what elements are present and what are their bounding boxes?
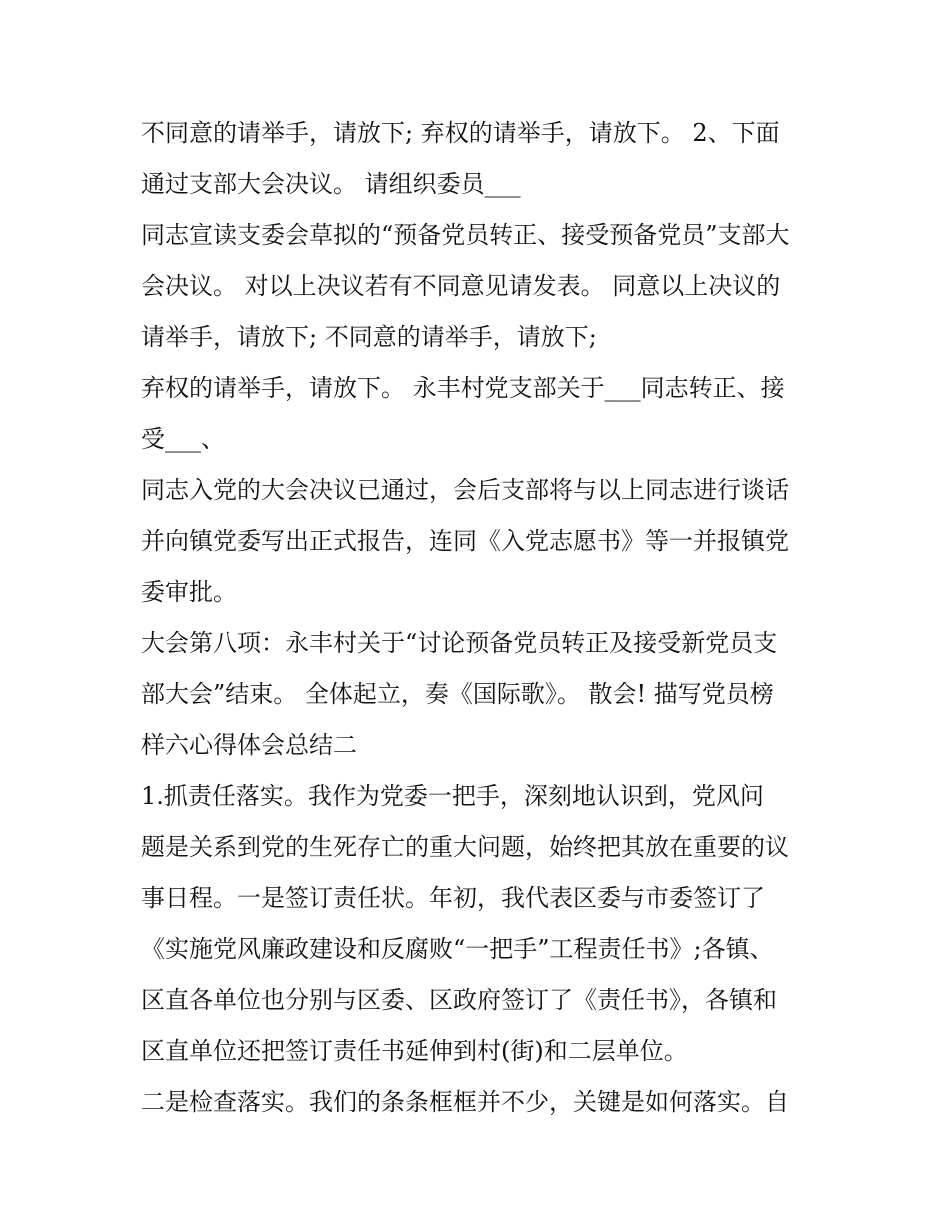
text-line: 同志宣读支委会草拟的“预备党员转正、接受预备党员”支部大 — [141, 221, 790, 249]
text-line: 二是检查落实。我们的条条框框并不少，关键是如何落实。自 — [141, 1088, 789, 1116]
text-line: 通过支部大会决议。 请组织委员___ — [141, 170, 521, 198]
text-line: 题是关系到党的生死存亡的重大问题，始终把其放在重要的议 — [141, 833, 789, 861]
text-line: 同志入党的大会决议已通过，会后支部将与以上同志进行谈话 — [141, 476, 789, 504]
text-line: 委审批。 — [141, 578, 237, 606]
text-line: 会决议。 对以上决议若有不同意见请发表。 同意以上决议的 — [141, 272, 781, 300]
text-line: 《实施党风廉政建设和反腐败“一把手”工程责任书》;各镇、 — [141, 935, 774, 963]
text-line: 1.抓责任落实。我作为党委一把手，深刻地认识到，党风问 — [141, 782, 764, 810]
text-line: 不同意的请举手，请放下; 弃权的请举手，请放下。 2、下面 — [141, 119, 780, 147]
text-line: 区直各单位也分别与区委、区政府签订了《责任书》，各镇和 — [141, 986, 777, 1014]
text-line: 并向镇党委写出正式报告，连同《入党志愿书》等一并报镇党 — [141, 527, 789, 555]
text-line: 受___、 — [141, 425, 225, 453]
text-line: 样六心得体会总结二 — [141, 731, 357, 759]
text-line: 弃权的请举手，请放下。 永丰村党支部关于___同志转正、接 — [141, 374, 785, 402]
text-line: 事日程。一是签订责任状。年初，我代表区委与市委签订了 — [141, 884, 765, 912]
text-line: 部大会”结束。 全体起立，奏《国际歌》。 散会! 描写党员榜 — [141, 680, 774, 708]
text-line: 区直单位还把签订责任书延伸到村(街)和二层单位。 — [141, 1037, 688, 1065]
text-line: 大会第八项：永丰村关于“讨论预备党员转正及接受新党员支 — [141, 629, 778, 657]
text-line: 请举手，请放下; 不同意的请举手，请放下; — [141, 323, 597, 351]
document-body — [141, 108, 821, 1128]
